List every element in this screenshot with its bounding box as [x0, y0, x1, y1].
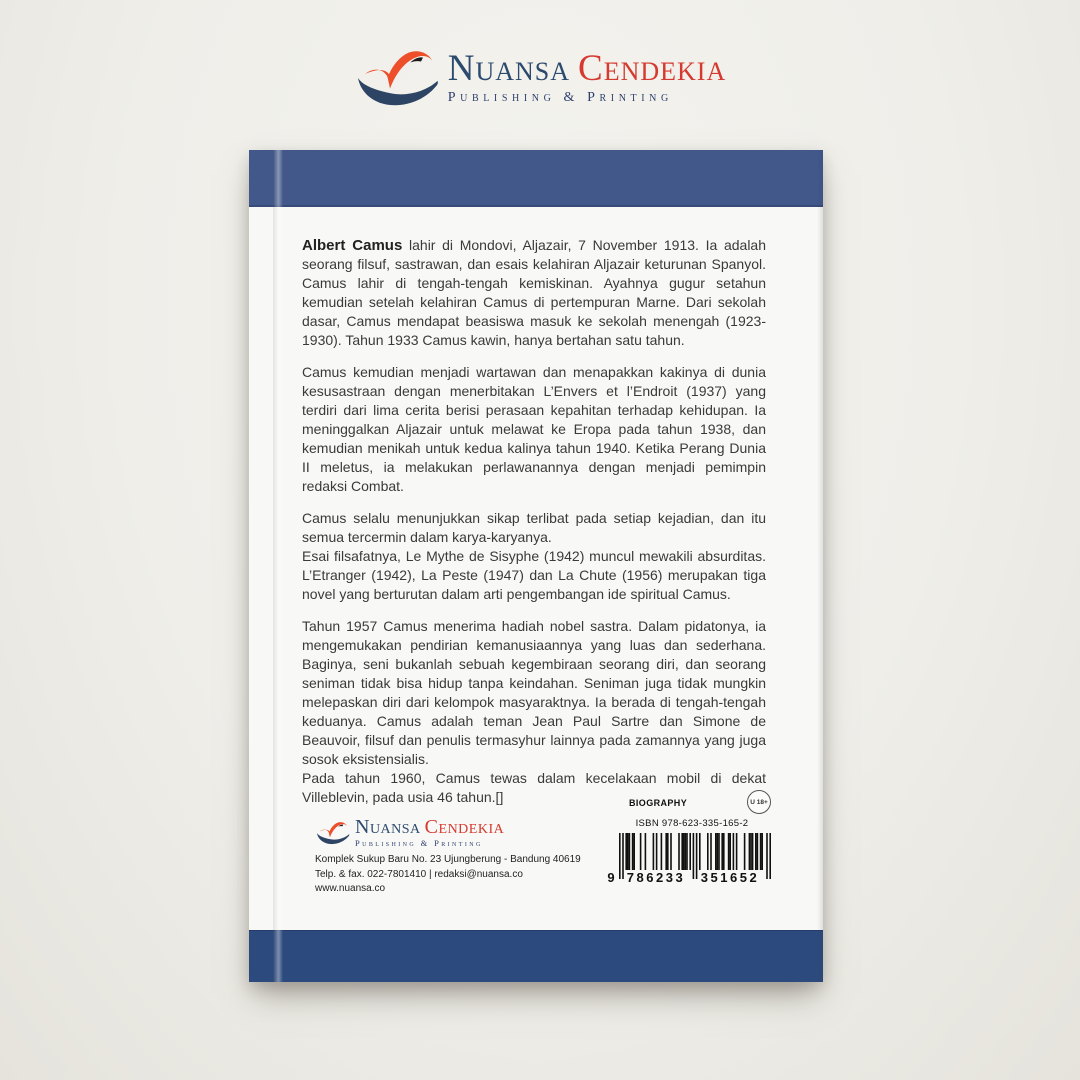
cover-bottom-band	[249, 930, 823, 982]
paragraph-1-body: lahir di Mondovi, Aljazair, 7 November 1913. Ia adalah seorang filsuf, sastrawan, dan esais kelahiran Aljazair keturunan Spanyol. Camus lahir di tengah-tengah kemiskinan. Ayahnya gugur setahun kemudian setelah kelahiran Camus di pertempuran Marne. Dari sekolah dasar, Camus mendapat beasiswa masuk ke sekolah menengah (1923-1930). Tahun 1933 Camus kawin, hanya bertahan satu tahun.	[302, 237, 767, 348]
author-name: Albert Camus	[302, 237, 403, 254]
barcode-digit-first: 9	[607, 870, 615, 885]
age-rating-badge: U 18+	[747, 790, 771, 814]
publisher-logo-footer-text	[355, 817, 504, 848]
address-line-2: Telp. & fax. 022-7801410 | redaksi@nuansa.co	[315, 868, 523, 880]
cover-top-band	[249, 150, 823, 207]
paragraph-1	[302, 236, 766, 350]
paragraph-3a: Camus selalu menunjukkan sikap terlibat pada setiap kejadian, dan itu semua tercermin dalam karya-karyanya.	[302, 510, 766, 545]
paragraph-4	[302, 617, 766, 807]
paragraph-4b: Pada tahun 1960, Camus tewas dalam kecelakaan mobil di dekat Villeblevin, pada usia 46 tahun.[]	[302, 770, 766, 805]
publisher-logo-text	[448, 50, 727, 106]
category-label: BIOGRAPHY	[629, 798, 688, 808]
publisher-logo-header	[354, 46, 727, 110]
address-line-1: Komplek Sukup Baru No. 23 Ujungberung - Bandung 40619	[315, 854, 581, 865]
publisher-tagline-footer: Publishing & Printing	[355, 838, 483, 848]
publisher-swoosh-icon-small	[315, 820, 351, 846]
category-row	[607, 795, 777, 813]
publisher-website: www.nuansa.co	[315, 883, 386, 894]
barcode-area	[607, 795, 777, 895]
publisher-name-secondary-footer: Cendekia	[424, 816, 505, 838]
publisher-name-primary: Nuansa	[447, 48, 571, 89]
paragraph-3	[302, 509, 766, 604]
barcode-digits-right: 351652	[700, 870, 760, 885]
publisher-logo-footer	[315, 817, 581, 848]
publisher-name-footer	[355, 817, 504, 837]
barcode	[607, 833, 777, 895]
barcode-digits-left: 786233	[626, 870, 686, 885]
publisher-name	[448, 50, 727, 87]
book-back-cover	[249, 150, 823, 982]
paragraph-2: Camus kemudian menjadi wartawan dan menapakkan kakinya di dunia kesusastraan dengan menerbitakan L’Envers et l’Endroit (1937) yang terdiri dari lima cerita berisi perasaan kepahitan terhadap kehidupan. Ia meninggalkan Aljazair untuk melawat ke Eropa pada tahun 1938, dan kemudian menikah untuk kedua kalinya tahun 1940. Ketika Perang Dunia II meletus, ia melakukan perlawanannya dengan menjadi pemimpin redaksi Combat.	[302, 364, 766, 494]
publisher-address	[315, 853, 581, 897]
isbn-label: ISBN 978-623-335-165-2	[635, 818, 749, 829]
publisher-swoosh-icon	[354, 46, 442, 110]
publisher-name-primary-footer: Nuansa	[355, 816, 421, 838]
paragraph-3b: Esai filsafatnya, Le Mythe de Sisyphe (1942) muncul mewakili absurditas. L’Etranger (1942), La Peste (1947) dan La Chute (1956) merupakan tiga novel yang berturutan dalam arti pengembangan ide spiritual Camus.	[302, 548, 766, 602]
publisher-tagline: Publishing & Printing	[447, 90, 673, 105]
publisher-footer	[315, 817, 581, 897]
paragraph-4a: Tahun 1957 Camus menerima hadiah nobel sastra. Dalam pidatonya, ia mengemukakan pendirian kemanusiaannya yang luas dan sederhana. Baginya, seni bukanlah sebuah kegembiraan seorang diri, dan seorang seniman tidak bisa hidup tanpa keindahan. Seniman juga tidak mungkin melepaskan diri dari kelompok masyaraktnya. Ia berada di tengah-tengah keduanya. Camus adalah teman Jean Paul Sartre dan Simone de Beauvoir, filsuf dan penulis termasyhur lainnya pada zamannya yang juga sosok eksistensialis.	[302, 618, 766, 767]
cover-body	[249, 207, 823, 930]
publisher-name-secondary: Cendekia	[578, 48, 727, 89]
biography-text	[302, 236, 766, 807]
